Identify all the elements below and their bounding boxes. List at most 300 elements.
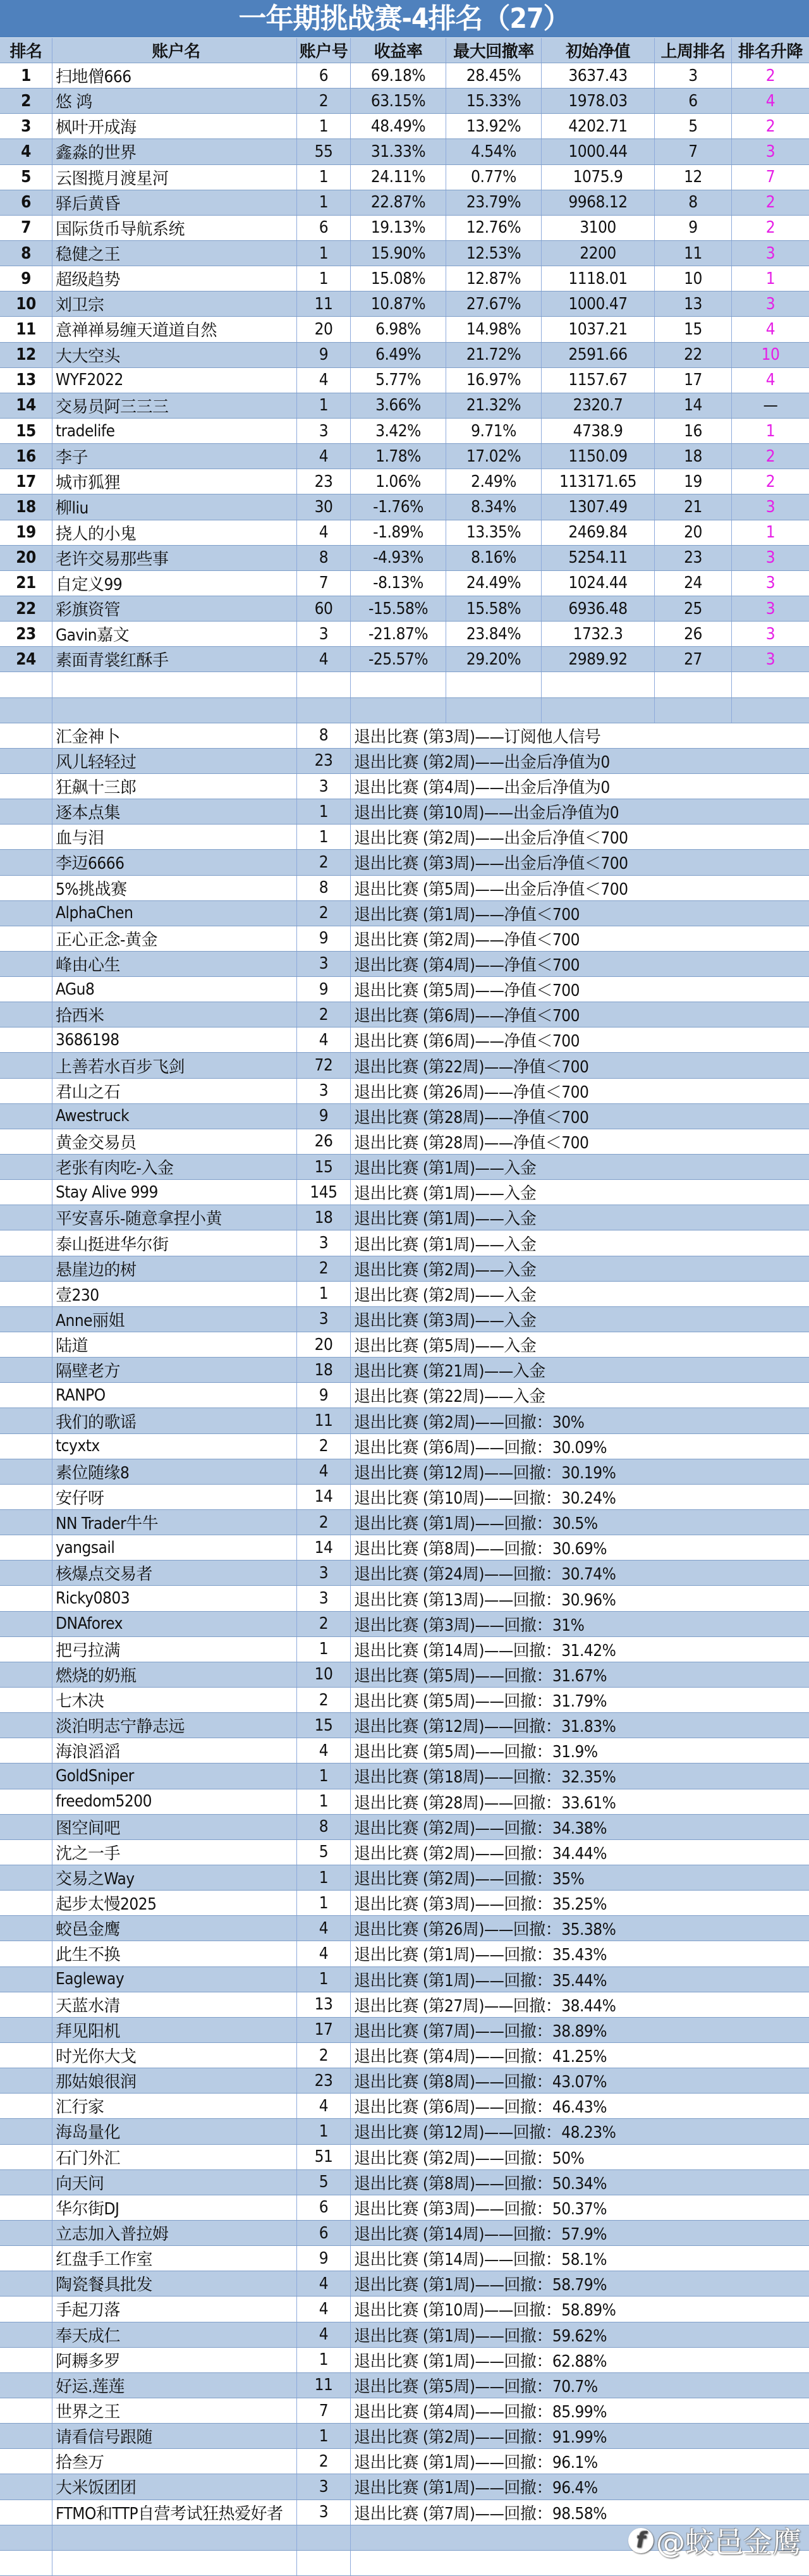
exit-row <box>0 1155 809 1180</box>
exit-reason-cell: 退出比赛 (第14周)——回撤：57.9% <box>354 2225 607 2245</box>
last-week-rank-cell: 7 <box>655 139 732 164</box>
empty-rank-cell <box>0 825 52 849</box>
empty-rank-cell <box>0 1282 52 1306</box>
return-rate-cell: 6.98% <box>351 317 446 341</box>
rank-cell: 4 <box>0 139 52 164</box>
rank-cell: 19 <box>0 520 52 545</box>
last-week-rank-cell: 9 <box>655 216 732 240</box>
account-no-cell: 4 <box>297 2094 351 2118</box>
exit-row <box>0 1307 809 1332</box>
exit-reason-cell: 退出比赛 (第4周)——回撤：41.25% <box>354 2047 607 2067</box>
account-name-cell: 刘卫宗 <box>52 291 297 316</box>
empty-rank-cell <box>0 774 52 799</box>
exit-row <box>0 1840 809 1865</box>
account-name-cell: Gavin嘉文 <box>52 622 297 646</box>
last-week-rank-cell: 22 <box>655 343 732 367</box>
account-name-cell: 安仔呀 <box>52 1485 297 1509</box>
max-drawdown-cell: 8.34% <box>446 494 542 519</box>
empty-rank-cell <box>0 1155 52 1179</box>
empty-rank-cell <box>0 1307 52 1332</box>
table-row <box>0 343 809 368</box>
exit-row <box>0 2068 809 2094</box>
rank-change-cell: 3 <box>765 649 776 669</box>
account-no-cell: 3 <box>297 1561 351 1585</box>
exit-reason-cell: 退出比赛 (第4周)——回撤：85.99% <box>354 2403 607 2422</box>
table-row <box>0 139 809 164</box>
max-drawdown-cell: 15.58% <box>446 596 542 621</box>
empty-rank-cell <box>0 2474 52 2499</box>
max-drawdown-cell: 15.33% <box>446 89 542 113</box>
rank-cell: 10 <box>0 291 52 316</box>
account-no-cell: 2 <box>297 850 351 874</box>
account-no-cell: 11 <box>297 2373 351 2398</box>
exit-reason-cell: 退出比赛 (第1周)——回撤：96.1% <box>354 2453 598 2473</box>
rank-change-cell: 4 <box>765 319 776 339</box>
exit-reason-cell: 退出比赛 (第5周)——入金 <box>354 1337 537 1356</box>
exit-reason-cell: 退出比赛 (第10周)——回撤：58.89% <box>354 2301 616 2321</box>
account-no-cell: 15 <box>297 1155 351 1179</box>
empty-rank-cell <box>0 1256 52 1281</box>
empty-rank-cell <box>0 2348 52 2372</box>
account-no-cell: 4 <box>297 1027 351 1052</box>
account-name-cell: 沈之一手 <box>52 1840 297 1865</box>
return-rate-cell: 19.13% <box>351 216 446 240</box>
account-name-cell: 立志加入普拉姆 <box>52 2221 297 2245</box>
rank-change-cell: 2 <box>765 193 776 212</box>
account-no-cell: 1 <box>297 1763 351 1788</box>
rank-cell: 6 <box>0 190 52 215</box>
max-drawdown-cell: 23.84% <box>446 622 542 646</box>
initial-nav-cell: 1978.03 <box>542 89 655 113</box>
exit-row <box>0 1738 809 1763</box>
rank-change-cell: 3 <box>765 243 776 263</box>
account-name-cell: 3686198 <box>52 1027 297 1052</box>
rank-change-cell: 3 <box>765 294 776 314</box>
header-name: 账户名 <box>52 38 297 63</box>
exit-row <box>0 1383 809 1408</box>
return-rate-cell: 5.77% <box>351 368 446 393</box>
empty-rank-cell <box>0 1612 52 1636</box>
account-name-cell: 狂飙十三郎 <box>52 774 297 799</box>
empty-rank-cell <box>0 1027 52 1052</box>
account-name-cell: 城市狐狸 <box>52 469 297 494</box>
exit-row <box>0 2119 809 2144</box>
last-week-rank-cell: 13 <box>655 291 732 316</box>
account-name-cell: 素位随缘8 <box>52 1459 297 1484</box>
max-drawdown-cell: 13.92% <box>446 114 542 138</box>
exit-reason-cell: 退出比赛 (第12周)——回撤：30.19% <box>354 1463 616 1483</box>
account-no-cell: 2 <box>297 89 351 113</box>
return-rate-cell: 3.42% <box>351 419 446 443</box>
table-row <box>0 368 809 393</box>
account-no-cell: 1 <box>297 2119 351 2144</box>
initial-nav-cell: 1037.21 <box>542 317 655 341</box>
empty-rank-cell <box>0 1053 52 1077</box>
last-week-rank-cell: 15 <box>655 317 732 341</box>
account-no-cell: 7 <box>297 2398 351 2423</box>
account-name-cell: RANPO <box>52 1383 297 1408</box>
empty-rank-cell <box>0 749 52 773</box>
account-no-cell: 9 <box>297 2246 351 2271</box>
initial-nav-cell: 6936.48 <box>542 596 655 621</box>
account-name-cell: 黄金交易员 <box>52 1129 297 1154</box>
exit-row <box>0 2449 809 2474</box>
empty-rank-cell <box>0 1738 52 1763</box>
account-no-cell: 8 <box>297 876 351 900</box>
rankings-table-body <box>0 63 809 672</box>
rank-cell: 7 <box>0 216 52 240</box>
header-rank: 排名 <box>0 38 52 63</box>
empty-rank-cell <box>0 2094 52 2118</box>
exit-reason-cell: 退出比赛 (第1周)——净值＜700 <box>354 905 580 924</box>
initial-nav-cell: 113171.65 <box>542 469 655 494</box>
account-name-cell: FTMO和TTP自营考试狂热爱好者 <box>52 2500 297 2525</box>
last-week-rank-cell: 24 <box>655 571 732 596</box>
empty-rank-cell <box>0 1180 52 1205</box>
account-name-cell: 图空间吧 <box>52 1815 297 1839</box>
account-name-cell: 风儿轻轻过 <box>52 749 297 773</box>
account-no-cell: 3 <box>297 2500 351 2525</box>
exit-reason-cell: 退出比赛 (第22周)——入金 <box>354 1387 545 1407</box>
return-rate-cell: 69.18% <box>351 63 446 88</box>
rank-cell: 23 <box>0 622 52 646</box>
exit-row <box>0 1002 809 1027</box>
last-week-rank-cell: 6 <box>655 89 732 113</box>
account-no-cell: 8 <box>297 546 351 570</box>
account-no-cell: 4 <box>297 520 351 545</box>
header-rank-change: 排名升降 <box>738 42 803 61</box>
empty-rank-cell <box>0 1332 52 1357</box>
account-name-cell: Anne丽姐 <box>52 1307 297 1332</box>
account-name-cell: 超级趋势 <box>52 266 297 291</box>
account-no-cell: 1 <box>297 190 351 215</box>
header-return-rate: 收益率 <box>351 38 446 63</box>
exit-row <box>0 1941 809 1966</box>
initial-nav-cell: 3637.43 <box>542 63 655 88</box>
empty-rank-cell <box>0 1789 52 1814</box>
exit-row <box>0 1282 809 1307</box>
initial-nav-cell: 1075.9 <box>542 165 655 190</box>
account-no-cell: 9 <box>297 926 351 951</box>
initial-nav-cell: 2200 <box>542 241 655 266</box>
account-no-cell: 2 <box>297 2449 351 2474</box>
exit-row <box>0 1358 809 1383</box>
empty-rank-cell <box>0 1891 52 1915</box>
account-name-cell: 上善若水百步飞剑 <box>52 1053 297 1077</box>
exit-reason-cell: 退出比赛 (第6周)——回撤：46.43% <box>354 2098 607 2118</box>
account-no-cell: 3 <box>297 2474 351 2499</box>
account-name-cell: tradelife <box>52 419 297 443</box>
empty-rank-cell <box>0 2221 52 2245</box>
return-rate-cell: 10.87% <box>351 291 446 316</box>
exit-row <box>0 1027 809 1053</box>
empty-rank-cell <box>0 2322 52 2347</box>
exit-reason-cell: 退出比赛 (第1周)——回撤：62.88% <box>354 2352 607 2371</box>
empty-rank-cell <box>0 1916 52 1941</box>
rank-change-cell: 1 <box>765 269 776 288</box>
account-name-cell: 素面青裳红酥手 <box>52 647 297 672</box>
account-name-cell: 5%挑战赛 <box>52 876 297 900</box>
exit-row <box>0 952 809 977</box>
return-rate-cell: 1.78% <box>351 444 446 469</box>
exit-row <box>0 1612 809 1637</box>
account-no-cell: 1 <box>297 825 351 849</box>
exit-row <box>0 1104 809 1129</box>
account-name-cell: Awestruck <box>52 1104 297 1129</box>
exit-row <box>0 2246 809 2271</box>
exit-reason-cell: 退出比赛 (第18周)——回撤：32.35% <box>354 1768 616 1788</box>
account-no-cell: 7 <box>297 571 351 596</box>
account-no-cell: 3 <box>297 419 351 443</box>
return-rate-cell: -1.76% <box>351 494 446 519</box>
account-no-cell: 1 <box>297 241 351 266</box>
account-name-cell: 陶瓷餐具批发 <box>52 2271 297 2296</box>
account-no-cell: 1 <box>297 1891 351 1915</box>
account-name-cell: freedom5200 <box>52 1789 297 1814</box>
rank-change-cell: 1 <box>765 421 776 441</box>
table-row <box>0 546 809 571</box>
rank-cell: 22 <box>0 596 52 621</box>
page-title: 一年期挑战赛-4排名（27） <box>0 0 809 38</box>
exit-row <box>0 1967 809 1992</box>
account-no-cell: 4 <box>297 2271 351 2296</box>
account-no-cell: 9 <box>297 343 351 367</box>
exit-row <box>0 876 809 901</box>
blank-row <box>0 698 809 723</box>
rank-change-cell: 2 <box>765 116 776 136</box>
account-name-cell: 世界之王 <box>52 2398 297 2423</box>
return-rate-cell: -25.57% <box>351 647 446 672</box>
account-no-cell: 9 <box>297 1383 351 1408</box>
exit-row <box>0 2018 809 2043</box>
exit-row <box>0 977 809 1002</box>
exit-row <box>0 1256 809 1282</box>
account-no-cell: 9 <box>297 977 351 1002</box>
initial-nav-cell: 4202.71 <box>542 114 655 138</box>
exit-row <box>0 1129 809 1155</box>
rank-change-cell: — <box>763 396 778 415</box>
account-name-cell: 此生不换 <box>52 1941 297 1966</box>
empty-rank-cell <box>0 1840 52 1865</box>
account-name-cell: WYF2022 <box>52 368 297 393</box>
empty-rank-cell <box>0 952 52 976</box>
exit-reason-cell: 退出比赛 (第1周)——回撤：35.43% <box>354 1946 607 1965</box>
exit-row <box>0 723 809 749</box>
table-row <box>0 419 809 444</box>
account-name-cell: 枫叶开成海 <box>52 114 297 138</box>
exit-reason-cell: 退出比赛 (第1周)——入金 <box>354 1159 537 1179</box>
return-rate-cell: -21.87% <box>351 622 446 646</box>
empty-rank-cell <box>0 1434 52 1459</box>
last-week-rank-cell: 18 <box>655 444 732 469</box>
last-week-rank-cell: 27 <box>655 647 732 672</box>
account-no-cell: 1 <box>297 1967 351 1992</box>
empty-rank-cell <box>0 1941 52 1966</box>
account-name-cell: 老许交易那些事 <box>52 546 297 570</box>
account-no-cell: 6 <box>297 63 351 88</box>
initial-nav-cell: 1024.44 <box>542 571 655 596</box>
empty-rank-cell <box>0 2195 52 2220</box>
exit-row <box>0 2271 809 2297</box>
empty-rank-cell <box>0 1230 52 1255</box>
exit-reason-cell: 退出比赛 (第2周)——回撤：50% <box>354 2149 585 2168</box>
rank-change-cell: 3 <box>765 548 776 568</box>
account-no-cell: 6 <box>297 216 351 240</box>
empty-rank-cell <box>0 1713 52 1738</box>
exit-reason-cell: 退出比赛 (第2周)——回撤：91.99% <box>354 2428 607 2448</box>
account-name-cell: 云图揽月渡星河 <box>52 165 297 190</box>
exit-reason-cell: 退出比赛 (第3周)——出金后净值＜700 <box>354 854 628 874</box>
empty-rank-cell <box>0 1383 52 1408</box>
table-row <box>0 596 809 622</box>
empty-rank-cell <box>0 977 52 1002</box>
rank-cell: 2 <box>0 89 52 113</box>
exit-reason-cell: 退出比赛 (第5周)——出金后净值＜700 <box>354 880 628 899</box>
empty-rank-cell <box>0 901 52 926</box>
return-rate-cell: 24.11% <box>351 165 446 190</box>
initial-nav-cell: 1732.3 <box>542 622 655 646</box>
account-no-cell: 60 <box>297 596 351 621</box>
table-row <box>0 291 809 317</box>
account-no-cell: 1 <box>297 393 351 418</box>
account-no-cell: 20 <box>297 1332 351 1357</box>
account-name-cell: DNAforex <box>52 1612 297 1636</box>
table-row <box>0 444 809 469</box>
exit-reason-cell: 退出比赛 (第1周)——入金 <box>354 1235 537 1254</box>
last-week-rank-cell: 19 <box>655 469 732 494</box>
account-name-cell: 阿耨多罗 <box>52 2348 297 2372</box>
table-row <box>0 266 809 291</box>
exit-row <box>0 1688 809 1713</box>
initial-nav-cell: 2989.92 <box>542 647 655 672</box>
exit-reason-cell: 退出比赛 (第26周)——回撤：35.38% <box>354 1920 616 1940</box>
account-name-cell: 拾叁万 <box>52 2449 297 2474</box>
account-no-cell: 8 <box>297 1815 351 1839</box>
exit-row <box>0 1586 809 1611</box>
exit-reason-cell: 退出比赛 (第14周)——回撤：31.42% <box>354 1641 616 1660</box>
account-no-cell: 1 <box>297 114 351 138</box>
max-drawdown-cell: 12.87% <box>446 266 542 291</box>
account-no-cell: 1 <box>297 165 351 190</box>
account-no-cell: 3 <box>297 622 351 646</box>
account-name-cell: 柳liu <box>52 494 297 519</box>
account-name-cell: 海岛量化 <box>52 2119 297 2144</box>
empty-rank-cell <box>0 850 52 874</box>
exit-row <box>0 2221 809 2246</box>
account-name-cell: 泰山挺进华尔街 <box>52 1230 297 1255</box>
rank-change-cell: 4 <box>765 371 776 390</box>
rank-cell: 13 <box>0 368 52 393</box>
empty-rank-cell <box>0 1586 52 1610</box>
account-no-cell: 2 <box>297 1510 351 1535</box>
empty-rank-cell <box>0 2043 52 2068</box>
table-row <box>0 190 809 216</box>
account-name-cell: 悬崖边的树 <box>52 1256 297 1281</box>
account-name-cell: 李迈6666 <box>52 850 297 874</box>
exit-row <box>0 1891 809 1916</box>
last-week-rank-cell: 8 <box>655 190 732 215</box>
max-drawdown-cell: 12.76% <box>446 216 542 240</box>
account-name-cell: 我们的歌谣 <box>52 1408 297 1433</box>
exit-reason-cell: 退出比赛 (第1周)——回撤：96.4% <box>354 2479 598 2498</box>
account-no-cell: 1 <box>297 1282 351 1306</box>
exit-reason-cell: 退出比赛 (第10周)——回撤：30.24% <box>354 1488 616 1508</box>
exit-reason-cell: 退出比赛 (第3周)——入金 <box>354 1311 537 1330</box>
account-no-cell: 4 <box>297 647 351 672</box>
table-row <box>0 63 809 89</box>
table-row <box>0 622 809 647</box>
return-rate-cell: 1.06% <box>351 469 446 494</box>
initial-nav-cell: 4738.9 <box>542 419 655 443</box>
exit-reason-cell: 退出比赛 (第1周)——回撤：35.44% <box>354 1971 607 1990</box>
initial-nav-cell: 1118.01 <box>542 266 655 291</box>
account-no-cell: 14 <box>297 1485 351 1509</box>
account-no-cell: 1 <box>297 266 351 291</box>
account-name-cell: 挠人的小鬼 <box>52 520 297 545</box>
account-no-cell: 3 <box>297 1230 351 1255</box>
initial-nav-cell: 1307.49 <box>542 494 655 519</box>
account-name-cell: 石门外汇 <box>52 2145 297 2169</box>
return-rate-cell: 3.66% <box>351 393 446 418</box>
account-name-cell: 交易之Way <box>52 1865 297 1890</box>
account-no-cell: 4 <box>297 2322 351 2347</box>
empty-rank-cell <box>0 1992 52 2017</box>
account-no-cell: 1 <box>297 799 351 824</box>
exit-row <box>0 1713 809 1738</box>
exit-row <box>0 2322 809 2348</box>
last-week-rank-cell: 16 <box>655 419 732 443</box>
last-week-rank-cell: 5 <box>655 114 732 138</box>
max-drawdown-cell: 4.54% <box>446 139 542 164</box>
initial-nav-cell: 2320.7 <box>542 393 655 418</box>
header-max-drawdown: 最大回撤率 <box>446 38 542 63</box>
last-week-rank-cell: 3 <box>655 63 732 88</box>
account-name-cell: 彩旗资管 <box>52 596 297 621</box>
account-name-cell: 正心正念-黄金 <box>52 926 297 951</box>
exit-reason-cell: 退出比赛 (第2周)——回撤：30% <box>354 1413 585 1432</box>
account-name-cell: 时光你大戈 <box>52 2043 297 2068</box>
exit-row <box>0 2424 809 2449</box>
account-no-cell: 3 <box>297 774 351 799</box>
account-name-cell: 平安喜乐-随意拿捏小黄 <box>52 1205 297 1230</box>
exit-row <box>0 1408 809 1433</box>
account-no-cell: 2 <box>297 1434 351 1459</box>
exit-row <box>0 2170 809 2195</box>
return-rate-cell: -1.89% <box>351 520 446 545</box>
account-no-cell: 145 <box>297 1180 351 1205</box>
return-rate-cell: 6.49% <box>351 343 446 367</box>
exit-row <box>0 1763 809 1789</box>
account-name-cell: 奉天成仁 <box>52 2322 297 2347</box>
account-no-cell: 4 <box>297 444 351 469</box>
account-no-cell: 20 <box>297 317 351 341</box>
rank-cell: 11 <box>0 317 52 341</box>
empty-rank-cell <box>0 2449 52 2474</box>
account-name-cell: 燃烧的奶瓶 <box>52 1662 297 1687</box>
exit-row <box>0 2373 809 2398</box>
exit-reason-cell: 退出比赛 (第5周)——回撤：31.79% <box>354 1692 607 1712</box>
account-no-cell: 2 <box>297 2043 351 2068</box>
account-name-cell: 淡泊明志宁静志远 <box>52 1713 297 1738</box>
exit-reason-cell: 退出比赛 (第1周)——回撤：59.62% <box>354 2326 607 2346</box>
exit-reason-cell: 退出比赛 (第24周)——回撤：30.74% <box>354 1565 616 1585</box>
exit-reason-cell: 退出比赛 (第28周)——回撤：33.61% <box>354 1793 616 1813</box>
exit-row <box>0 2297 809 2322</box>
empty-rank-cell <box>0 2373 52 2398</box>
exit-reason-cell: 退出比赛 (第7周)——回撤：38.89% <box>354 2021 607 2041</box>
exit-reason-cell: 退出比赛 (第27周)——回撤：38.44% <box>354 1996 616 2016</box>
account-no-cell: 2 <box>297 1612 351 1636</box>
